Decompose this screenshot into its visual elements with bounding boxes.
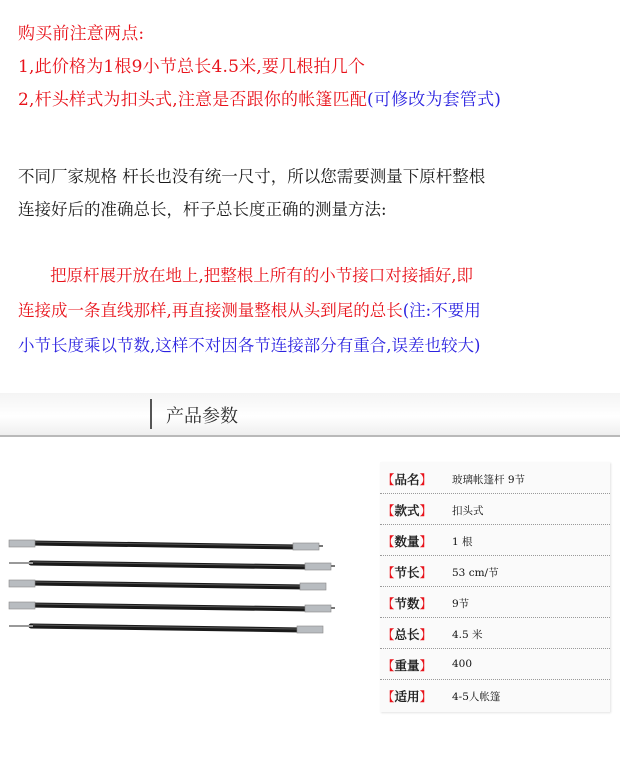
tent-pole-image [5,535,340,640]
section-title: 产品参数 [166,406,238,427]
spec-label-section-count: 节数 [394,596,420,611]
notice-point-1: 1,此价格为1根9小节总长4.5米,要几根拍几个 [18,57,366,77]
bracket-open: 【 [382,503,395,518]
pole-ferrule [297,626,323,633]
bracket-close: 】 [419,596,433,611]
row-separator [380,524,610,525]
method-line-2-blue: (注:不要用 [402,301,481,320]
row-separator [380,679,610,680]
spec-table [380,462,610,712]
intro-line-2: 连接好后的准确总长，杆子总长度正确的测量方法: [18,200,387,219]
spec-value-total-length: 4.5 米 [452,629,483,641]
pole-ferrule [9,580,35,587]
section-header [0,393,620,437]
notice-point-2-main: 2,杆头样式为扣头式,注意是否跟你的帐篷匹配 [18,90,368,110]
pole-ferrule [300,583,326,590]
spec-row-suitable [380,683,610,709]
bracket-close: 】 [419,689,433,704]
spec-value-name: 玻璃帐篷杆 9节 [452,474,526,486]
notice-point-2 [18,84,613,117]
spec-row-style [380,497,610,523]
pole-ferrule [305,605,331,612]
row-separator [380,586,610,587]
pole-ferrule [305,563,331,570]
bracket-open: 【 [382,472,395,487]
bracket-open: 【 [382,658,395,673]
spec-row-name [380,466,610,492]
method-line-1: 把原杆展开放在地上,把整根上所有的小节接口对接插好,即 [50,266,473,285]
spec-row-weight [380,652,610,678]
spec-value-weight: 400 [452,658,473,670]
bracket-close: 】 [419,565,433,580]
method-line-3: 小节长度乘以节数,这样不对因各节连接部分有重合,误差也较大) [18,336,481,355]
bracket-close: 】 [419,503,433,518]
bracket-open: 【 [382,534,395,549]
spec-label-style: 款式 [394,503,420,518]
spec-value-quantity: 1 根 [452,536,473,548]
bracket-close: 】 [419,534,433,549]
bracket-close: 】 [419,658,433,673]
spec-label-weight: 重量 [394,658,420,673]
spec-row-section-length [380,559,610,585]
bracket-close: 】 [419,472,433,487]
bracket-open: 【 [382,627,395,642]
row-separator [380,617,610,618]
section-divider [150,399,152,429]
row-separator [380,648,610,649]
pole-ferrule [293,543,319,550]
spec-label-name: 品名 [394,472,420,487]
bracket-open: 【 [382,565,395,580]
bracket-open: 【 [382,596,395,611]
bracket-open: 【 [382,689,395,704]
notice-heading: 购买前注意两点: [18,24,145,44]
notice-point-2-paren: (可修改为套管式) [367,90,502,110]
spec-value-style: 扣头式 [452,505,484,517]
spec-row-total-length [380,621,610,647]
spec-label-section-length: 节长 [394,565,420,580]
spec-value-suitable: 4-5人帐篷 [452,691,501,703]
spec-row-quantity [380,528,610,554]
spec-label-suitable: 适用 [394,689,420,704]
method-line-2 [18,293,618,328]
spec-label-quantity: 数量 [394,534,420,549]
bracket-close: 】 [419,627,433,642]
row-separator [380,493,610,494]
measure-method [18,258,618,363]
purchase-notice [18,18,613,117]
method-line-2-red: 连接成一条直线那样,再直接测量整根从头到尾的总长 [18,301,403,320]
spec-label-total-length: 总长 [394,627,420,642]
spec-value-section-length: 53 cm/节 [452,567,499,579]
spec-value-section-count: 9节 [452,598,470,610]
pole-ferrule [9,540,35,547]
row-separator [380,555,610,556]
spec-row-section-count [380,590,610,616]
intro-line-1: 不同厂家规格 杆长也没有统一尺寸，所以您需要测量下原杆整根 [18,167,486,186]
pole-ferrule [9,602,35,609]
intro-paragraph [18,160,618,226]
